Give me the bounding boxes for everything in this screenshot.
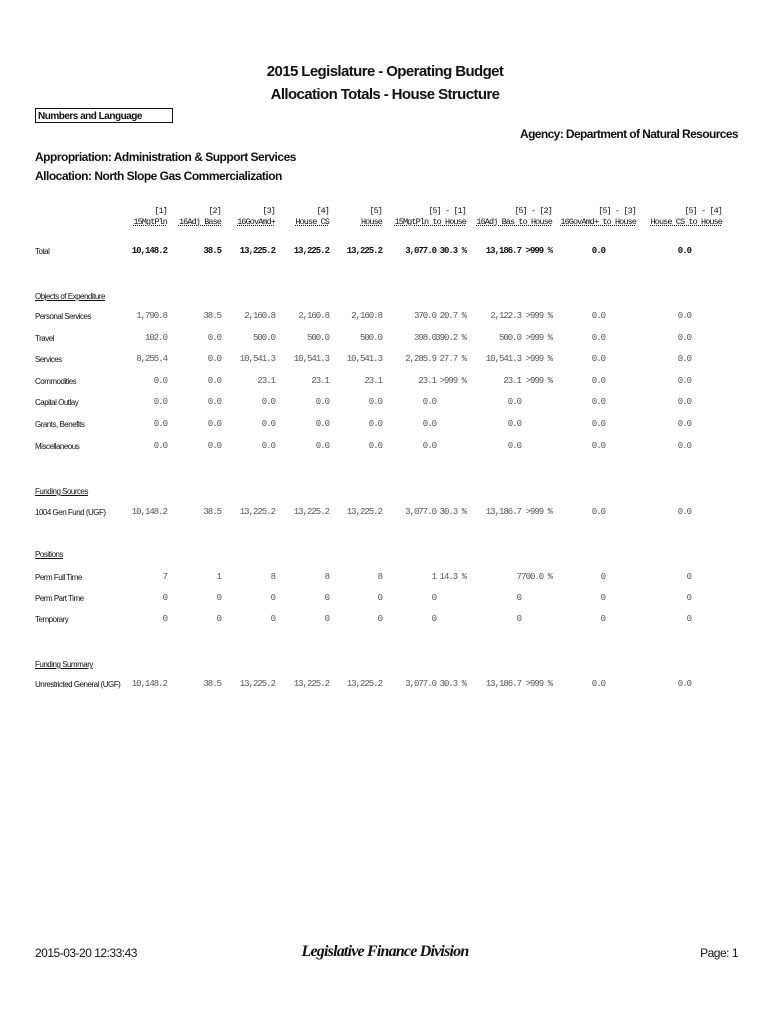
table-cell: 0.0 xyxy=(677,376,691,386)
column-header xyxy=(395,206,466,228)
table-cell: 0.0 xyxy=(591,397,605,407)
table-cell: 2,160.8 xyxy=(351,311,382,321)
table-cell: 0.0 xyxy=(591,246,605,256)
table-cell: 38.5 xyxy=(203,311,221,321)
table-cell: 102.0 xyxy=(144,333,167,343)
table-cell: 0.0 xyxy=(315,397,329,407)
table-cell: 2,160.8 xyxy=(244,311,275,321)
table-cell: 14.3 % xyxy=(439,572,466,582)
section-title: Funding Summary xyxy=(35,660,93,669)
table-cell: 0.0 xyxy=(677,679,691,689)
table-cell: 0.0 xyxy=(677,333,691,343)
table-cell: 0 xyxy=(516,593,521,603)
column-header xyxy=(237,206,275,228)
column-header-index: [2] xyxy=(208,206,221,216)
table-cell: >999 % xyxy=(439,376,466,386)
table-cell: 2,160.8 xyxy=(298,311,329,321)
table-cell: 500.0 xyxy=(498,333,521,343)
table-cell: 13,225.2 xyxy=(239,246,275,256)
table-cell: 0.0 xyxy=(368,441,382,451)
table-cell: 398.0 xyxy=(413,333,436,343)
table-cell: 13,225.2 xyxy=(293,679,329,689)
row-label: 1004 Gen Fund (UGF) xyxy=(35,508,106,517)
table-cell: 0.0 xyxy=(153,419,167,429)
table-cell: 0 xyxy=(600,614,605,624)
table-cell: 0.0 xyxy=(677,246,691,256)
table-cell: 700.0 % xyxy=(521,572,552,582)
table-cell: 10,541.3 xyxy=(485,354,521,364)
column-header xyxy=(179,206,221,228)
table-cell: 8,255.4 xyxy=(136,354,167,364)
table-cell: 13,225.2 xyxy=(239,507,275,517)
table-cell: 0.0 xyxy=(207,354,221,364)
numbers-language-box: Numbers and Language xyxy=(35,108,173,123)
table-cell: 10,541.3 xyxy=(293,354,329,364)
row-label: Services xyxy=(35,355,62,364)
section-title: Positions xyxy=(35,550,63,559)
table-cell: 10,148.2 xyxy=(131,507,167,517)
table-cell: 0.0 xyxy=(153,376,167,386)
table-cell: 0.0 xyxy=(677,419,691,429)
footer-page-number: Page: 1 xyxy=(700,946,738,960)
table-cell: 0 xyxy=(686,572,691,582)
column-header-index: [5] xyxy=(369,206,382,216)
column-header xyxy=(560,206,636,228)
table-cell: 0.0 xyxy=(677,507,691,517)
table-cell: 0.0 xyxy=(591,441,605,451)
column-header-index: [5] - [4] xyxy=(684,206,722,216)
table-cell: 500.0 xyxy=(306,333,329,343)
table-cell: 0 xyxy=(270,593,275,603)
table-cell: 10,148.2 xyxy=(131,679,167,689)
table-cell: 8 xyxy=(324,572,329,582)
row-label: Commodities xyxy=(35,377,77,386)
column-header-index: [4] xyxy=(316,206,329,216)
table-cell: 0 xyxy=(600,572,605,582)
table-cell: 0.0 xyxy=(422,397,436,407)
table-cell: 0.0 xyxy=(207,376,221,386)
table-cell: >999 % xyxy=(525,333,552,343)
table-cell: 0.0 xyxy=(153,397,167,407)
table-cell: 0 xyxy=(431,593,436,603)
allocation-label: Allocation: North Slope Gas Commercialization xyxy=(35,169,282,183)
column-header-label: House CS xyxy=(295,217,329,227)
table-cell: 13,186.7 xyxy=(485,246,521,256)
table-cell: 3,077.0 xyxy=(405,507,436,517)
table-cell: 2,285.9 xyxy=(405,354,436,364)
column-header-label: 15MgtPln xyxy=(133,217,167,227)
appropriation-label: Appropriation: Administration & Support Services xyxy=(35,150,296,164)
table-cell: 13,225.2 xyxy=(293,246,329,256)
table-cell: 3,077.0 xyxy=(405,679,436,689)
table-cell: 10,541.3 xyxy=(346,354,382,364)
table-cell: 27.7 % xyxy=(439,354,466,364)
footer-division: Legislative Finance Division xyxy=(301,943,469,960)
table-cell: 500.0 xyxy=(359,333,382,343)
column-header-label: House xyxy=(360,217,382,227)
table-cell: >999 % xyxy=(525,507,552,517)
table-cell: 1 xyxy=(216,572,221,582)
table-cell: 370.0 xyxy=(413,311,436,321)
table-cell: 0.0 xyxy=(368,419,382,429)
table-cell: 0.0 xyxy=(591,333,605,343)
table-cell: 20.7 % xyxy=(439,311,466,321)
section-title: Objects of Expenditure xyxy=(35,292,105,301)
column-header-label: 16Adj Bas to House xyxy=(476,217,552,227)
table-cell: 500.0 xyxy=(252,333,275,343)
column-header-label: 16Adj Base xyxy=(178,217,221,227)
row-label: Capital Outlay xyxy=(35,398,79,407)
column-header-label: House CS to House xyxy=(650,217,722,227)
row-label: Perm Part Time xyxy=(35,594,84,603)
row-label: Travel xyxy=(35,334,54,343)
table-cell: 0.0 xyxy=(591,507,605,517)
table-cell: 0 xyxy=(686,614,691,624)
column-header-label: 16GovAmd+ to House xyxy=(560,217,636,227)
table-cell: 0 xyxy=(377,614,382,624)
table-cell: 0.0 xyxy=(207,441,221,451)
table-cell: 0.0 xyxy=(507,441,521,451)
table-cell: 0 xyxy=(324,614,329,624)
table-cell: >999 % xyxy=(525,679,552,689)
table-cell: 13,186.7 xyxy=(485,679,521,689)
table-cell: 38.5 xyxy=(203,246,221,256)
table-cell: 0 xyxy=(162,593,167,603)
table-cell: 0.0 xyxy=(207,419,221,429)
table-cell: 0.0 xyxy=(507,397,521,407)
table-cell: 1 xyxy=(431,572,436,582)
table-cell: 8 xyxy=(377,572,382,582)
table-cell: 30.3 % xyxy=(439,679,466,689)
column-header-index: [3] xyxy=(262,206,275,216)
table-cell: 0 xyxy=(377,593,382,603)
column-header xyxy=(651,206,722,228)
row-label: Grants, Benefits xyxy=(35,420,85,429)
table-cell: 0.0 xyxy=(315,419,329,429)
table-cell: 23.1 xyxy=(257,376,275,386)
table-cell: 7 xyxy=(516,572,521,582)
table-cell: 13,225.2 xyxy=(346,679,382,689)
table-cell: 0.0 xyxy=(591,419,605,429)
table-cell: 13,225.2 xyxy=(239,679,275,689)
column-header xyxy=(361,206,382,228)
row-label: Total xyxy=(35,247,50,256)
table-cell: 13,225.2 xyxy=(346,246,382,256)
column-header-index: [1] xyxy=(154,206,167,216)
column-header-index: [5] - [1] xyxy=(428,206,466,216)
footer-timestamp: 2015-03-20 12:33:43 xyxy=(35,946,137,960)
table-cell: 13,225.2 xyxy=(346,507,382,517)
table-cell: 0.0 xyxy=(261,397,275,407)
table-cell: 0.0 xyxy=(315,441,329,451)
row-label: Unrestricted General (UGF) xyxy=(35,680,121,689)
page-subtitle: Allocation Totals - House Structure xyxy=(270,86,500,103)
table-cell: 390.2 % xyxy=(435,333,466,343)
table-cell: 3,077.0 xyxy=(405,246,436,256)
table-cell: 0 xyxy=(431,614,436,624)
table-cell: 0.0 xyxy=(677,354,691,364)
table-cell: 0.0 xyxy=(591,354,605,364)
table-cell: 23.1 xyxy=(311,376,329,386)
table-cell: 0.0 xyxy=(591,679,605,689)
table-cell: >999 % xyxy=(525,246,552,256)
table-cell: 13,225.2 xyxy=(293,507,329,517)
table-cell: 2,122.3 xyxy=(490,311,521,321)
table-cell: 0 xyxy=(516,614,521,624)
table-cell: 0.0 xyxy=(677,397,691,407)
table-cell: 23.1 xyxy=(503,376,521,386)
table-cell: 0 xyxy=(216,593,221,603)
table-cell: 30.3 % xyxy=(439,507,466,517)
table-cell: 8 xyxy=(270,572,275,582)
table-cell: 0 xyxy=(600,593,605,603)
table-cell: 0.0 xyxy=(422,419,436,429)
table-cell: 0.0 xyxy=(591,311,605,321)
agency-label: Agency: Department of Natural Resources xyxy=(520,127,738,141)
row-label: Personal Services xyxy=(35,312,91,321)
table-cell: 0 xyxy=(686,593,691,603)
column-header-index: [5] - [2] xyxy=(514,206,552,216)
table-cell: 23.1 xyxy=(364,376,382,386)
table-cell: 0.0 xyxy=(591,376,605,386)
table-cell: 0.0 xyxy=(261,441,275,451)
table-cell: 10,148.2 xyxy=(131,246,167,256)
table-cell: 38.5 xyxy=(203,507,221,517)
column-header-label: 16GovAmd+ xyxy=(237,217,275,227)
row-label: Temporary xyxy=(35,615,69,624)
table-cell: 10,541.3 xyxy=(239,354,275,364)
table-cell: 0 xyxy=(162,614,167,624)
column-header xyxy=(295,206,329,228)
column-header xyxy=(476,206,552,228)
table-cell: 13,186.7 xyxy=(485,507,521,517)
table-cell: 23.1 xyxy=(418,376,436,386)
table-cell: 0.0 xyxy=(261,419,275,429)
column-header-index: [5] - [3] xyxy=(598,206,636,216)
table-cell: 30.3 % xyxy=(439,246,466,256)
table-cell: 7 xyxy=(162,572,167,582)
table-cell: 0.0 xyxy=(207,333,221,343)
table-cell: 0.0 xyxy=(153,441,167,451)
section-title: Funding Sources xyxy=(35,487,88,496)
table-cell: 0.0 xyxy=(368,397,382,407)
table-cell: 0 xyxy=(216,614,221,624)
table-cell: 0.0 xyxy=(422,441,436,451)
table-cell: 0.0 xyxy=(507,419,521,429)
table-cell: 0 xyxy=(270,614,275,624)
column-header-label: 15MgtPln to House xyxy=(394,217,466,227)
table-cell: >999 % xyxy=(525,311,552,321)
column-header xyxy=(133,206,167,228)
page-title: 2015 Legislature - Operating Budget xyxy=(266,63,504,80)
table-cell: >999 % xyxy=(525,354,552,364)
table-cell: 0.0 xyxy=(677,311,691,321)
row-label: Miscellaneous xyxy=(35,442,80,451)
table-cell: 0 xyxy=(324,593,329,603)
table-cell: 0.0 xyxy=(677,441,691,451)
row-label: Perm Full Time xyxy=(35,573,82,582)
table-cell: >999 % xyxy=(525,376,552,386)
table-cell: 1,790.8 xyxy=(136,311,167,321)
table-cell: 0.0 xyxy=(207,397,221,407)
table-cell: 38.5 xyxy=(203,679,221,689)
